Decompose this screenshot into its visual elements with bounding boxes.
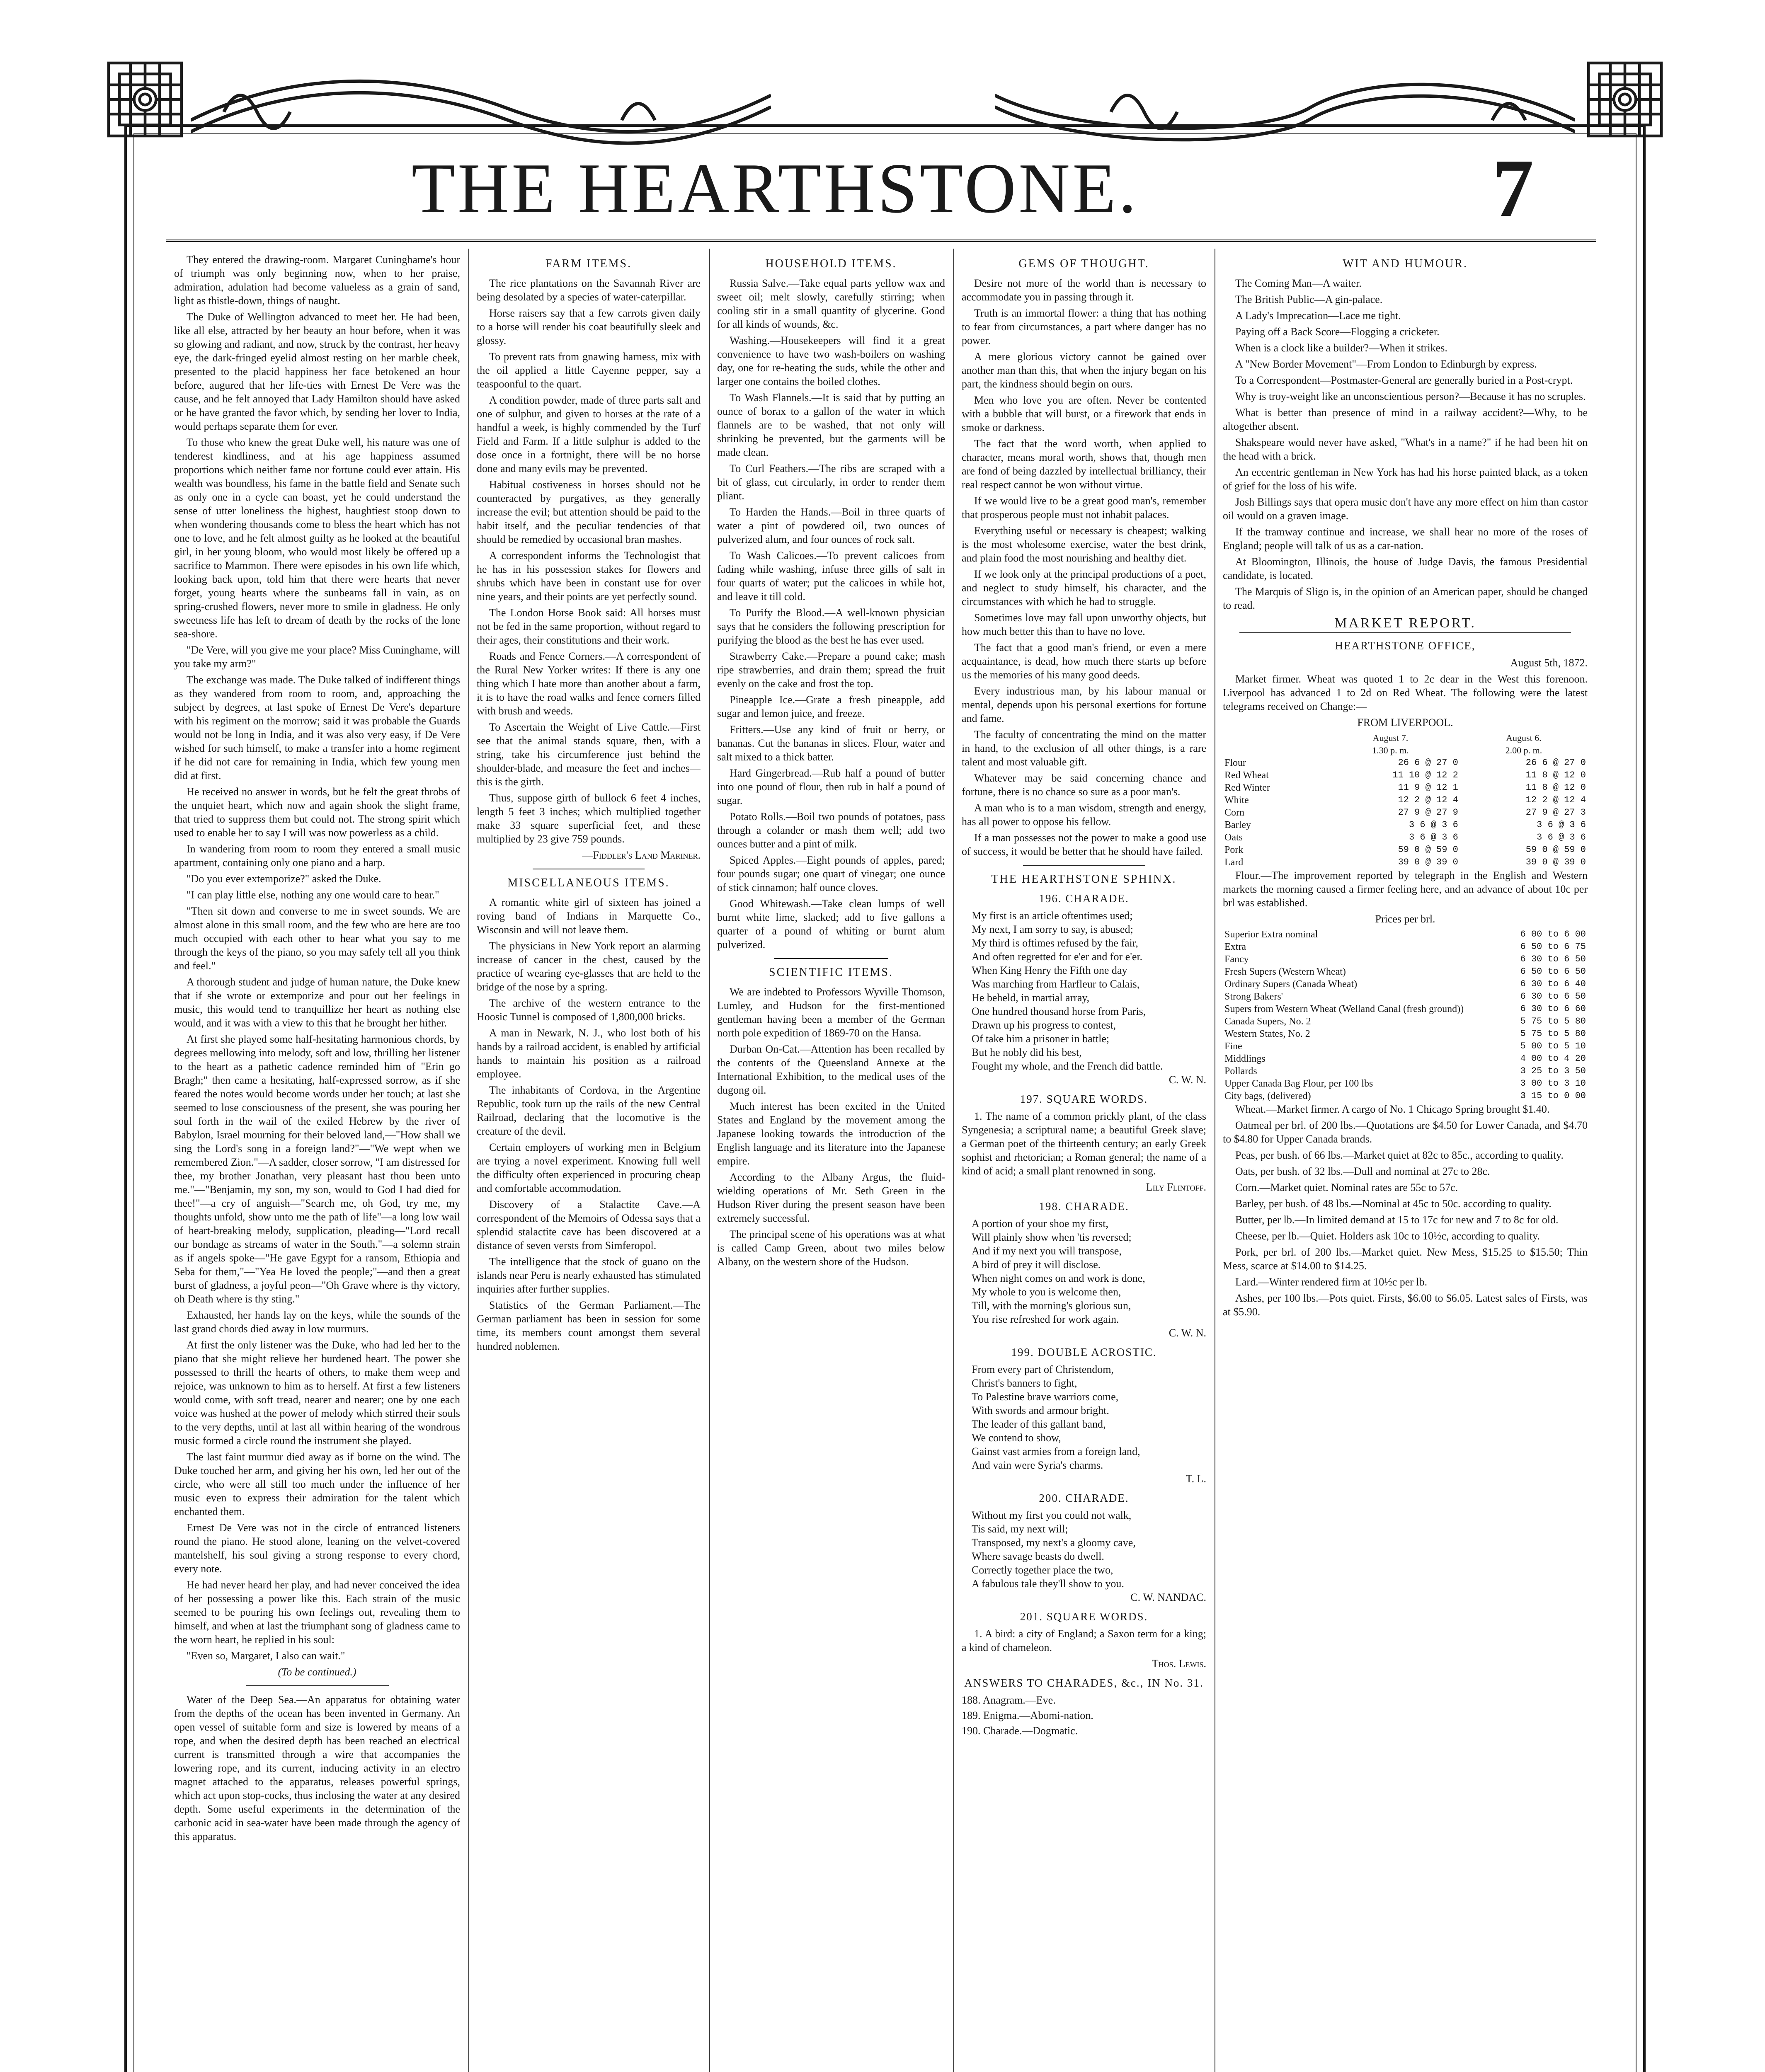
puzzle-line: Gainst vast armies from a foreign land, [972,1445,1140,1457]
row-label: Strong Bakers' [1224,991,1283,1002]
misc-item: A romantic white girl of sixteen has joined a roving band of Indians in Marquette Co., Wisconsin and will not leave them. [477,896,701,936]
misc-item: Statistics of the German Parliament.—The German parliament has been in session for some time, its members count amongst them several hundred noblemen. [477,1299,701,1352]
answer-line: 188. Anagram.—Eve. [962,1694,1056,1706]
puzzle-line: Drawn up his progress to contest, [972,1019,1116,1031]
table-row [1223,831,1588,844]
puzzle-line: My next, I am sorry to say, is abused; [972,923,1133,935]
table-row [1223,978,1588,990]
scientific-item: The principal scene of his operations was at what is called Camp Green, about two miles below Albany, on the western shore of the Hudson. [717,1228,945,1268]
gem-item: A man who is to a man wisdom, strength and energy, has all power to oppose his fellow. [962,802,1206,828]
puzzle-line: A portion of your shoe my first, [972,1218,1109,1230]
row-label: Oats [1224,832,1243,843]
puzzle-line: Where savage beasts do dwell. [972,1550,1104,1562]
farm-item: Roads and Fence Corners.—A correspondent of the Rural New Yorker writes: If there is any one thing which I hate more than another about a farm, it is to have the road walks and fence corners filled with brush and weeds. [477,650,701,717]
misc-item: Certain employers of working men in Belgium are trying a novel experiment. Knowing full well the difficulty often experienced in procuring cheap and comfortable accommodation. [477,1141,701,1194]
wit-item: Paying off a Back Score—Flogging a cricketer. [1235,326,1440,338]
table-row [1223,782,1588,794]
farm-item: Habitual costiveness in horses should not be counteracted by purgatives, as they generally increase the evil; but attention should be paid to the habit itself, and the peculiar tendencies of that should be remedied by occasional bran mashes. [477,479,701,545]
puzzle-line: He beheld, in martial array, [972,992,1090,1004]
market-date: August 5th, 1872. [1510,657,1588,669]
household-item: Hard Gingerbread.—Rub half a pound of butter into one pound of flour, then rub in half a pound of sugar. [717,767,945,806]
row-label: Canada Supers, No. 2 [1224,1016,1311,1027]
row-label: Extra [1224,942,1246,952]
wit-item: A "New Border Movement"—From London to Edinburgh by express. [1235,358,1537,370]
row-label: Supers from Western Wheat (Welland Canal (fresh ground)) [1224,1004,1464,1014]
table-row [1223,928,1588,941]
row-label: Corn [1224,807,1244,818]
wit-item: The British Public—A gin-palace. [1235,293,1383,305]
row-label: Flour [1224,758,1246,768]
wit-item: Why is troy-weight like an unconscientious person?—Because it has no scruples. [1235,390,1586,402]
column-header: August 7. [1372,733,1409,743]
wit-item: What is better than presence of mind in a railway accident?—Why, to be altogether absent. [1223,407,1588,432]
puzzle-line: From every part of Christendom, [972,1363,1114,1375]
puzzle-line: When King Henry the Fifth one day [972,964,1127,976]
household-item: To Purify the Blood.—A well-known physician says that he considers the following prescription for purifying the blood as the best he has ever used. [717,607,945,646]
source-credit: —Fiddler's Land Mariner. [582,849,701,861]
prices-heading: Prices per brl. [1375,913,1435,925]
masthead-title: THE HEARTHSTONE. [411,149,1139,228]
puzzle-author: Lily Flintoff. [1146,1181,1206,1193]
scientific-item: According to the Albany Argus, the fluid-wielding operations of Mr. Seth Green in the Hudson River during the present season have been extremely successful. [717,1171,945,1224]
farm-item: The rice plantations on the Savannah River are being desolated by a species of water-caterpillar. [477,277,701,303]
household-item: Pineapple Ice.—Grate a fresh pineapple, add sugar and lemon juice, and freeze. [717,694,945,719]
misc-item: A man in Newark, N. J., who lost both of his hands by a railroad accident, is enabled by artificial hands to maintain his position as a railroad employee. [477,1027,701,1080]
column-divider [468,249,469,2072]
story-paragraph: "Do you ever extemporize?" asked the Duke. [187,873,381,885]
puzzle-line: My third is oftimes refused by the fair, [972,937,1138,949]
price-cell: 11 8 @ 12 0 [1525,782,1586,793]
price-cell: 6 30 to 6 40 [1520,979,1586,989]
table-row [1223,1090,1588,1102]
household-item: Good Whitewash.—Take clean lumps of well burnt white lime, slacked; add to five gallons a quarter of a pound of whiting or burnt alum pulverized. [717,898,945,951]
scientific-item: Durban On-Cat.—Attention has been recalled by the contents of the Queensland Annexe at the International Exhibition, to the medical uses of the dugong oil. [717,1043,945,1096]
price-cell: 39 0 @ 39 0 [1398,857,1458,867]
gem-item: Everything useful or necessary is cheapest; walking is the most wholesome exercise, water the best drink, and plain food the most nourishing and healthy diet. [962,525,1206,564]
price-cell: 3 6 @ 3 6 [1537,832,1586,842]
price-cell: 3 25 to 3 50 [1520,1066,1586,1076]
table-row [1223,856,1588,869]
price-cell: 11 10 @ 12 2 [1392,770,1458,780]
story-paragraph: "I can play little else, nothing any one would care to hear." [187,889,439,901]
story-paragraph: At first the only listener was the Duke, who had led her to the piano that she might relieve her burdened heart. The power she possessed to thrill the hearts of others, to make them weep and rejoice, was unknown to him as to herself. At first a few listeners would come, with soft tread, nearer and nearer; one by one each voice was hushed at the power of melody which stirred their souls to the very depths, until at last all within hearing of the wondrous music formed a circle round the instrument she played. [174,1339,460,1447]
price-cell: 26 6 @ 27 0 [1398,758,1458,768]
market-note: Corn.—Market quiet. Nominal rates are 55c to 57c. [1235,1181,1458,1193]
gem-item: Desire not more of the world than is necessary to accommodate you in passing through it. [962,277,1206,303]
row-label: Lard [1224,857,1244,868]
household-item: Spiced Apples.—Eight pounds of apples, pared; four pounds sugar; one quart of vinegar; one ounce of stick cinnamon; half ounce cloves. [717,854,945,893]
column-story [174,253,460,2072]
section-heading: THE HEARTHSTONE SPHINX. [991,873,1177,886]
puzzle-text: 1. A bird: a city of England; a Saxon term for a king; a kind of chameleon. [962,1628,1206,1653]
puzzle-line: When night comes on and work is done, [972,1272,1145,1284]
wit-item: A Lady's Imprecation—Lace me tight. [1235,310,1401,322]
page-number: 7 [1492,143,1534,234]
row-label: Fine [1224,1041,1242,1052]
market-note: Cheese, per lb.—Quiet. Holders ask 10c to 10½c, according to quality. [1235,1230,1540,1242]
farm-item: A condition powder, made of three parts salt and one of sulphur, and given to horses at the rate of a handful a week, is highly commended by the Turf Field and Farm. If a little sulphur is added to the dose once in a fortnight, there will be no horse done and many evils may be prevented. [477,394,701,474]
story-paragraph: At first she played some half-hesitating harmonious chords, by degrees mellowing into melody, soft and low, thrilling her listener to the heart as a pathetic cadence reminded him of "Erin go Bragh;" then came a hesitating, half-expressed sorrow, as if she feared the notes would become words under her touch; at last she seemed to lose consciousness of the present, she was pouring her soul forth in the wail of the exiled Hebrew by the river of Babylon, Israel mourning for their beloved land,—"How shall we sing the Lord's song in a foreign land?"—"We wept when we remembered Zion."—A sadder, closer sorrow, "I am distressed for thee, my brother Jonathan, very pleasant hast thou been unto me."—"Benjamin, my son, my son, would to God I had died for thee!"—a cry of anguish—"Search me, oh God, try me, my thoughts unfold, show unto me the path of life"—a long low wail of heart-breaking melody, supplication, pleading—"Lord recall our bondage as streams of water in the South."—a solemn strain as if angels spoke—"He gave Egypt for a ransom, Ethiopia and Seba for them,"—"Yea He loved the people;"—and then a great burst of gladness, a joyful peon—"Oh Grave where is thy victory, oh Death where is thy sting." [174,1033,460,1305]
price-cell: 6 30 to 6 50 [1520,954,1586,964]
puzzle-title: 198. CHARADE. [1039,1200,1129,1213]
story-paragraph: The exchange was made. The Duke talked of indifferent things as they wandered from room to room, and, approaching the subject by degrees, at last spoke of Ernest De Vere's departure with his regiment on the morrow; said it was probable the Guards would not be long in India, and it was also very easy, if De Vere wished for such himself, to make a transfer into a home regiment if he did not care for remaining in India, which few young men did at first. [174,674,460,782]
puzzle-line: And often regretted for e'er and for e'er. [972,951,1143,963]
market-note: Oatmeal per brl. of 200 lbs.—Quotations are $4.50 for Lower Canada, and $4.70 to $4.80 for Upper Canada brands. [1223,1119,1588,1145]
puzzle-line: A bird of prey it will disclose. [972,1259,1101,1271]
household-item: To Curl Feathers.—The ribs are scraped with a bit of glass, cut circularly, in order to render them pliant. [717,462,945,502]
market-note: Oats, per bush. of 32 lbs.—Dull and nominal at 27c to 28c. [1235,1165,1490,1177]
puzzle-text: 1. The name of a common prickly plant, of the class Syngenesia; a scriptural name; a beautiful Greek slave; a German poet of the thirteenth century; an early Greek sophist and rhetorician; a Roman general; the name of a kind of acid; a small plant renowned in song. [962,1110,1206,1177]
price-cell: 26 6 @ 27 0 [1525,758,1586,768]
gem-item: If we look only at the principal productions of a poet, and neglect to study himself, his character, and the circumstances with which he had to struggle. [962,568,1206,608]
misc-item: The inhabitants of Cordova, in the Argentine Republic, took turn up the rails of the new Central Railroad, declaring that the locomotive is the creature of the devil. [477,1084,701,1137]
answer-line: 190. Charade.—Dogmatic. [962,1725,1078,1737]
market-note: Lard.—Winter rendered firm at 10½c per lb. [1235,1276,1428,1288]
puzzle-line: Tis said, my next will; [972,1523,1068,1535]
puzzle-author: C. W. N. [1169,1074,1206,1086]
table-row [1223,1065,1588,1077]
story-paragraph: He had never heard her play, and had never conceived the idea of her possessing a power like this. Each strain of the music seemed to be pouring his own feelings out, revealing them to himself, and when at last the triumphant song of gladness came to the worn heart, he replied in his soul: [174,1579,460,1646]
price-cell: 6 00 to 6 00 [1520,929,1586,939]
notice-deep-sea: Water of the Deep Sea.—An apparatus for obtaining water from the depths of the ocean has been invented in Germany. An open vessel of suitable form and size is lowered by means of a rope, and when the desired depth has been reached an electrical current is transmitted through a wire that accompanies the lowering rope, and its current, inducing activity in an electro magnet attached to the apparatus, releases powerful springs, which act upon stop-cocks, thus inclosing the water at any desired depth. Some useful experiments in the determination of the carbonic acid in sea-water have been made through the agency of this apparatus. [174,1694,460,1842]
puzzle-line: Christ's banners to fight, [972,1377,1077,1389]
section-heading: HOUSEHOLD ITEMS. [765,257,897,270]
price-cell: 59 0 @ 59 0 [1398,845,1458,855]
table-row [1223,953,1588,966]
farm-item: To prevent rats from gnawing harness, mix with the oil applied a little Cayenne pepper, say a teaspoonful to the quart. [477,351,701,390]
row-label: Pork [1224,845,1244,855]
puzzle-line: The leader of this gallant band, [972,1418,1106,1430]
separator [246,1685,389,1686]
household-item: Washing.—Housekeepers will find it a great convenience to have two wash-boilers on washing day, one for re-heating the suds, while the other and larger one contains the boiled clothes. [717,334,945,387]
story-paragraph: In wandering from room to room they entered a small music apartment, containing only one piano and a harp. [174,843,460,869]
misc-item: The archive of the western entrance to the Hoosic Tunnel is composed of 1,800,000 bricks. [477,997,701,1023]
continued-note: (To be continued.) [278,1666,356,1678]
wit-item: If the tramway continue and increase, we shall hear no more of the roses of England; people will talk of us as a car-nation. [1223,526,1588,552]
gem-item: The faculty of concentrating the mind on the matter in hand, to the exclusion of all other things, is a rare talent and most valuable gift. [962,729,1206,768]
price-cell: 3 6 @ 3 6 [1409,820,1458,830]
gem-item: Every industrious man, by his labour manual or mental, depends upon his personal exertions for fortune and fame. [962,685,1206,724]
household-item: Russia Salve.—Take equal parts yellow wax and sweet oil; melt slowly, carefully stirring; when cooling stir in a small quantity of glycerine. Good for all kinds of wounds, &c. [717,277,945,330]
table-header [1223,732,1588,744]
price-cell: 4 00 to 4 20 [1520,1053,1586,1064]
misc-item: The physicians in New York report an alarming increase of cancer in the chest, caused by the practice of wearing eye-glasses that are held to the bridge of the nose by a spring. [477,940,701,993]
column-divider [709,249,710,2072]
wit-item: An eccentric gentleman in New York has had his horse painted black, as a token of grief for the loss of his wife. [1223,466,1588,492]
table-row [1223,806,1588,819]
table-row [1223,1053,1588,1065]
household-item: Fritters.—Use any kind of fruit or berry, or bananas. Cut the bananas in slices. Flour, water and salt mixed to a thick batter. [717,724,945,763]
wit-item: Josh Billings says that opera music don't have any more effect on him than castor oil would on a graven image. [1223,496,1588,522]
answer-line: 189. Enigma.—Abomi-nation. [962,1709,1093,1721]
puzzle-line: We contend to show, [972,1432,1061,1444]
puzzle-line: Fought my whole, and the French did battle. [972,1060,1163,1072]
market-note: Pork, per brl. of 200 lbs.—Market quiet. New Mess, $15.25 to $15.50; Thin Mess, scarce at $14.00 to $14.25. [1223,1246,1588,1272]
story-paragraph: To those who knew the great Duke well, his nature was one of tenderest kindliness, and at his age happiness assumed proportions which neither fame nor fortune could ever attain. His wealth was boundless, his fame in the battle field and Senate such as only one in a cycle can boast, yet he could understand the sense of utter loneliness the highest, haughtiest stoop down to when wondering thousands come to bless the heart which has not one to love, and he felt almost guilty as he looked at the beautiful girl, in her young bloom, who would most likely be offered up a sacrifice to Mammon. There were episodes in his own life which, looking back upon, told him that there were hearts that never forget, young hearts where the sunbeams fall in vain, as on spring-crushed flowers, never more to smile in gladness. He only sweetness life has left to dream of death by the rocks of the lone sea-shore. [174,436,460,640]
price-cell: 6 30 to 6 60 [1520,1004,1586,1014]
price-cell: 5 75 to 5 80 [1520,1016,1586,1026]
story-paragraph: Ernest De Vere was not in the circle of entranced listeners round the piano. He stood alone, leaning on the velvet-covered mantelshelf, his soul giving a strong response to every chord, every note. [174,1522,460,1575]
flour-report: Flour.—The improvement reported by telegraph in the English and Western markets the morning caused a firmer feeling here, and an advance of about 10c per brl was established. [1223,869,1588,909]
story-paragraph: "Even so, Margaret, I also can wait." [187,1650,345,1662]
household-item: To Harden the Hands.—Boil in three quarts of water a pint of powdered oil, two ounces of pulverized alum, and four ounces of rock salt. [717,506,945,545]
puzzle-title: 199. DOUBLE ACROSTIC. [1011,1346,1157,1358]
farm-item: Horse raisers say that a few carrots given daily to a horse will render his coat beautifully sleek and glossy. [477,307,701,346]
liverpool-quotes-table [1223,732,1588,869]
row-label: Upper Canada Bag Flour, per 100 lbs [1224,1078,1373,1089]
wit-item: Shakspeare would never have asked, "What's in a name?" if he had been hit on the head with a brick. [1223,436,1588,462]
market-intro: Market firmer. Wheat was quoted 1 to 2c dear in the West this forenoon. Liverpool has advanced 1 to 2d on Red Wheat. The following were the latest telegrams received on Change:— [1223,673,1588,712]
gem-item: Truth is an immortal flower: a thing that has nothing to fear from circumstances, a part where danger has no power. [962,307,1206,346]
column-divider [953,249,954,2072]
market-note: Peas, per bush. of 66 lbs.—Market quiet at 82c to 85c., according to quality. [1235,1149,1564,1161]
price-cell: 6 50 to 6 50 [1520,966,1586,977]
section-heading: WIT AND HUMOUR. [1343,257,1468,270]
separator [774,958,888,959]
puzzle-line: And vain were Syria's charms. [972,1459,1103,1471]
price-cell: 27 9 @ 27 9 [1398,807,1458,818]
wit-item: The Marquis of Sligo is, in the opinion of an American paper, should be changed to read. [1223,586,1588,611]
column-header: 1.30 p. m. [1372,745,1409,755]
puzzle-line: To Palestine brave warriors come, [972,1391,1119,1403]
table-row [1223,990,1588,1003]
puzzle-line: Was marching from Harfleur to Calais, [972,978,1140,990]
puzzle-line: One hundred thousand horse from Paris, [972,1005,1146,1017]
wit-item: At Bloomington, Illinois, the house of Judge Davis, the famous Presidential candidate, is located. [1223,556,1588,581]
price-cell: 3 15 to 0 00 [1520,1091,1586,1101]
price-cell: 3 00 to 3 10 [1520,1078,1586,1089]
flour-prices-table [1223,928,1588,1102]
column-wit-market [1223,253,1588,2072]
price-cell: 12 2 @ 12 4 [1525,795,1586,805]
puzzle-line: Will plainly show when 'tis reversed; [972,1231,1132,1243]
table-row [1223,757,1588,769]
row-label: Western States, No. 2 [1224,1029,1310,1039]
table-row [1223,1040,1588,1053]
market-note: Wheat.—Market firmer. A cargo of No. 1 Chicago Spring brought $1.40. [1235,1103,1550,1115]
column-farm [477,253,701,2072]
puzzle-line: Till, with the morning's glorious sun, [972,1300,1131,1312]
misc-item: Discovery of a Stalactite Cave.—A correspondent of the Memoirs of Odessa says that a splendid stalactite cave has been discovered at a distance of seven versts from Simferopol. [477,1198,701,1251]
puzzle-line: Transposed, my next's a gloomy cave, [972,1537,1136,1549]
price-cell: 59 0 @ 59 0 [1525,845,1586,855]
market-note: Barley, per bush. of 48 lbs.—Nominal at 45c to 50c. according to quality. [1235,1198,1552,1210]
price-cell: 6 30 to 6 50 [1520,991,1586,1002]
puzzle-title: 196. CHARADE. [1039,892,1129,905]
puzzle-line: You rise refreshed for work again. [972,1313,1119,1325]
table-row [1223,769,1588,782]
table-row [1223,1028,1588,1040]
table-row [1223,844,1588,856]
household-item: To Wash Flannels.—It is said that by putting an ounce of borax to a gallon of the water in which flannels are to be washed, that not only will shrinking be prevented, but the garments will be made clean. [717,392,945,458]
puzzle-line: Without my first you could not walk, [972,1509,1132,1521]
row-label: Pollards [1224,1066,1257,1077]
price-cell: 5 00 to 5 10 [1520,1041,1586,1051]
puzzle-line: Correctly together place the two, [972,1564,1113,1576]
market-note: Butter, per lb.—In limited demand at 15 to 17c for new and 7 to 8c for old. [1235,1214,1559,1226]
gem-item: The fact that the word worth, when applied to character, means moral worth, shows that, though men are fond of being dazzled by intellectual brilliancy, their real respect cannot be won without virtue. [962,438,1206,491]
column-header: August 6. [1506,733,1542,743]
story-paragraph: The last faint murmur died away as if borne on the wind. The Duke touched her arm, and giving her his own, led her out of the circle, who were all still too much under the influence of her music even to express their admiration for the talent which enchanted them. [174,1451,460,1518]
farm-item: The London Horse Book said: All horses must not be fed in the same proportion, without regard to their ages, their constitutions and their work. [477,607,701,646]
price-cell: 3 6 @ 3 6 [1409,832,1458,842]
puzzle-title: 197. SQUARE WORDS. [1020,1093,1148,1105]
corner-ornament-icon [1579,54,1670,145]
story-paragraph: "Then sit down and converse to me in sweet sounds. We are almost alone in this small room, and the few who are here are too much occupied with each other to hear what you say to me through the keys of the piano, so you may safely tell all you think and feel." [174,905,460,972]
scroll-banner-right-icon [995,62,1575,145]
wit-item: When is a clock like a builder?—When it strikes. [1235,342,1447,354]
price-cell: 27 9 @ 27 3 [1525,807,1586,818]
gem-item: Men who love you are often. Never be contented with a bubble that will burst, or a firework that ends in smoke or darkness. [962,394,1206,433]
story-paragraph: "De Vere, will you give me your place? Miss Cuninghame, will you take my arm?" [174,644,460,670]
price-cell: 5 75 to 5 80 [1520,1029,1586,1039]
row-label: Red Winter [1224,782,1270,793]
scroll-banner-left-icon [191,62,771,145]
gem-item: If we would live to be a great good man's, remember that prosperous people must not inhabit palaces. [962,495,1206,520]
column-header: 2.00 p. m. [1505,745,1542,755]
answers-heading: ANSWERS TO CHARADES, &c., IN No. 31. [964,1677,1204,1689]
farm-item: A correspondent informs the Technologist that he has in his possession stakes for flowers and shrubs which have been in constant use for over nine years, and their points are yet perfectly sound. [477,549,701,603]
row-label: Fancy [1224,954,1249,965]
price-cell: 39 0 @ 39 0 [1525,857,1586,867]
price-cell: 12 2 @ 12 4 [1398,795,1458,805]
misc-item: The intelligence that the stock of guano on the islands near Peru is nearly exhausted has stimulated inquiries after further supplies. [477,1256,701,1295]
table-row [1223,1077,1588,1090]
puzzle-line: Of take him a prisoner in battle; [972,1033,1110,1045]
puzzle-line: And if my next you will transpose, [972,1245,1122,1257]
puzzle-author: T. L. [1186,1473,1206,1485]
household-item: Strawberry Cake.—Prepare a pound cake; mash ripe strawberries, and drain them; spread the fruit evenly on the cake and frost the top. [717,650,945,690]
puzzle-author: C. W. N. [1169,1327,1206,1339]
wit-item: The Coming Man—A waiter. [1235,277,1362,289]
row-label: Middlings [1224,1053,1266,1064]
section-heading: MISCELLANEOUS ITEMS. [507,876,670,889]
puzzle-author: Thos. Lewis. [1152,1658,1206,1670]
row-label: City bags, (delivered) [1224,1091,1311,1101]
story-paragraph: The Duke of Wellington advanced to meet her. He had been, like all else, attracted by her beauty an hour before, when it was so glowing and radiant, and now, struck by the contrast, her heavy eye, the dark-fringed eyelid almost resting on her marble cheek, presented to the placid happiness her face betokened an hour before, augured that her life-ties with Ernest De Vere was the cause, and he felt annoyed that Lady Hamilton should have asked or he have granted the favor which, by sending her lover to India, would perhaps separate them for ever. [174,311,460,432]
corner-ornament-icon [99,54,191,145]
table-row [1223,819,1588,831]
price-cell: 3 6 @ 3 6 [1537,820,1586,830]
table-row [1223,794,1588,806]
puzzle-author: C. W. NANDAC. [1130,1591,1206,1603]
price-cell: 11 9 @ 12 1 [1398,782,1458,793]
row-label: Barley [1224,820,1251,830]
gem-item: A mere glorious victory cannot be gained over another man than this, that when the injury began on his part, the kindness should begin on ours. [962,351,1206,390]
table-header [1223,744,1588,757]
column-gems [962,253,1206,2072]
scientific-item: Much interest has been excited in the United States and England by the movement among the Japanese looking towards the introduction of the English language and its literature into the Japanese empire. [717,1100,945,1167]
table-row [1223,941,1588,953]
row-label: Ordinary Supers (Canada Wheat) [1224,979,1358,990]
row-label: Superior Extra nominal [1224,929,1318,940]
row-label: Fresh Supers (Western Wheat) [1224,966,1346,977]
gem-item: Whatever may be said concerning chance and fortune, there is no chance so sure as a poor man's. [962,772,1206,798]
section-heading: FARM ITEMS. [545,257,632,270]
row-label: Red Wheat [1224,770,1269,781]
top-rule [166,240,1596,242]
price-cell: 6 50 to 6 75 [1520,942,1586,952]
table-row [1223,966,1588,978]
table-row [1223,1015,1588,1028]
puzzle-line: My first is an article oftentimes used; [972,910,1133,922]
household-item: Potato Rolls.—Boil two pounds of potatoes, pass through a colander or mash them well; add two ounces butter and a pint of milk. [717,811,945,850]
gem-item: The fact that a good man's friend, or even a mere acquaintance, is dead, how much there starts up before us the memories of his many good deeds. [962,641,1206,681]
story-paragraph: He received no answer in words, but he felt the great throbs of the unquiet heart, which now and again shook the slight frame, that tried to suppress them but could not. The strong spirit which used to enable her to say I will was now powerless as a child. [174,786,460,839]
section-heading: GEMS OF THOUGHT. [1018,257,1149,270]
puzzle-title: 200. CHARADE. [1039,1492,1129,1504]
story-paragraph: A thorough student and judge of human nature, the Duke knew that if she wrote or extemporize and pour out her feelings in music, this would tend to tranquillize her heart as nothing else would, and it was with a view to this that he brought her hither. [174,976,460,1029]
row-label: White [1224,795,1249,806]
farm-item: Thus, suppose girth of bullock 6 feet 4 inches, length 5 feet 3 inches; which multiplied together make 33 square superficial feet, and these multiplied by 23 give 759 pounds. [477,792,701,845]
puzzle-line: With swords and armour bright. [972,1404,1109,1416]
price-cell: 11 8 @ 12 0 [1525,770,1586,780]
puzzle-line: But he nobly did his best, [972,1046,1082,1058]
market-office: HEARTHSTONE OFFICE, [1335,639,1476,652]
table-row [1223,1003,1588,1015]
gem-item: If a man possesses not the power to make a good use of success, it would be better that he should have failed. [962,832,1206,857]
puzzle-line: A fabulous tale they'll show to you. [972,1578,1124,1590]
wit-item: To a Correspondent—Postmaster-General are generally buried in a Post-crypt. [1235,374,1573,386]
scientific-item: We are indebted to Professors Wyville Thomson, Lumley, and Hudson for the first-mentioned gentleman having been a member of the German north pole expedition of 1869-70 on the Hansa. [717,986,945,1039]
market-note: Ashes, per 100 lbs.—Pots quiet. Firsts, $6.00 to $6.05. Latest sales of Firsts, was at $5.90. [1223,1292,1588,1318]
household-item: To Wash Calicoes.—To prevent calicoes from fading while washing, infuse three gills of salt in four quarts of water; put the calicoes in while hot, and leave it till cold. [717,549,945,603]
column-household [717,253,945,2072]
puzzle-title: 201. SQUARE WORDS. [1020,1610,1148,1623]
section-heading: SCIENTIFIC ITEMS. [769,966,893,979]
market-source: FROM LIVERPOOL. [1357,716,1453,729]
story-paragraph: Exhausted, her hands lay on the keys, while the sounds of the last grand chords died away in low murmurs. [174,1309,460,1335]
market-report-title: MARKET REPORT. [1239,616,1571,633]
separator [1023,865,1145,866]
puzzle-line: My whole to you is welcome then, [972,1286,1121,1298]
farm-item: To Ascertain the Weight of Live Cattle.—First see that the animal stands square, then, with a string, take his circumference just behind the shoulder-blade, and measure the feet and inches—this is the girth. [477,721,701,788]
story-paragraph: They entered the drawing-room. Margaret Cuninghame's hour of triumph was only beginning now, when to her praise, admiration, adulation had become valueless as a grain of sand, light as thistle-down, things of naught. [174,254,460,307]
gem-item: Sometimes love may fall upon unworthy objects, but how much better this than to have no love. [962,612,1206,637]
